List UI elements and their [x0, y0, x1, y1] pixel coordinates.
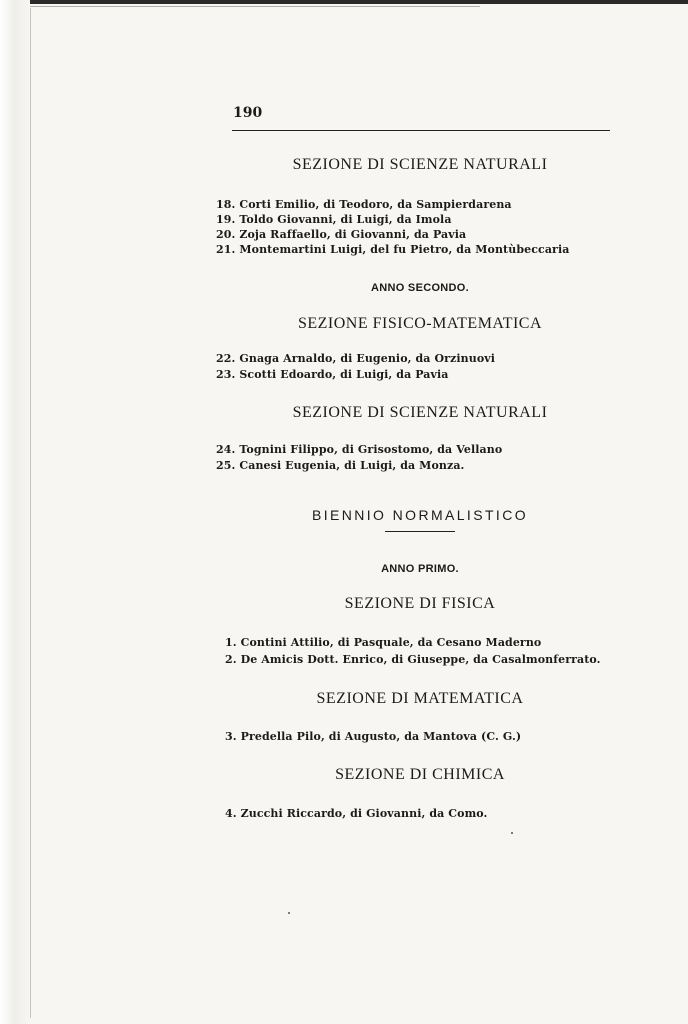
scan-top-line: [30, 6, 480, 7]
list-item: 18. Corti Emilio, di Teodoro, da Sampierdarena: [216, 198, 512, 211]
list-item: 21. Montemartini Luigi, del fu Pietro, da Montùbeccaria: [216, 243, 570, 256]
page-number: 190: [233, 105, 263, 121]
paper-speck: [288, 912, 290, 914]
year-heading-anno-secondo: ANNO SECONDO.: [370, 282, 470, 294]
header-rule: [232, 130, 610, 131]
list-item: 4. Zucchi Riccardo, di Giovanni, da Como.: [225, 807, 488, 820]
year-heading-anno-primo: ANNO PRIMO.: [381, 563, 459, 575]
paper-speck: [511, 832, 513, 834]
scan-binding-line: [30, 8, 31, 1018]
list-item: 3. Predella Pilo, di Augusto, da Mantova (C. G.): [225, 730, 522, 743]
section-heading-scienze-naturali: SEZIONE DI SCIENZE NATURALI: [292, 156, 548, 173]
list-item: 1. Contini Attilio, di Pasquale, da Cesano Maderno: [225, 636, 542, 649]
section-heading-fisica: SEZIONE DI FISICA: [344, 595, 496, 612]
section-heading-chimica: SEZIONE DI CHIMICA: [335, 766, 505, 783]
list-item: 22. Gnaga Arnaldo, di Eugenio, da Orzinuovi: [216, 352, 496, 365]
section-heading-fisico-matematica: SEZIONE FISICO-MATEMATICA: [297, 315, 543, 332]
scan-top-edge: [0, 0, 688, 4]
heading-underline: [385, 531, 455, 532]
list-item: 2. De Amicis Dott. Enrico, di Giuseppe, da Casalmonferrato.: [225, 653, 601, 666]
list-item: 25. Canesi Eugenia, di Luigi, da Monza.: [216, 459, 465, 472]
list-item: 20. Zoja Raffaello, di Giovanni, da Pavia: [216, 228, 467, 241]
major-heading-biennio-normalistico: BIENNIO NORMALISTICO: [311, 507, 529, 523]
list-item: 24. Tognini Filippo, di Grisostomo, da Vellano: [216, 443, 503, 456]
list-item: 23. Scotti Edoardo, di Luigi, da Pavia: [216, 368, 449, 381]
section-heading-scienze-naturali-2: SEZIONE DI SCIENZE NATURALI: [292, 404, 548, 421]
section-heading-matematica: SEZIONE DI MATEMATICA: [316, 690, 524, 707]
list-item: 19. Toldo Giovanni, di Luigi, da Imola: [216, 213, 452, 226]
scan-left-edge: [0, 0, 30, 1024]
